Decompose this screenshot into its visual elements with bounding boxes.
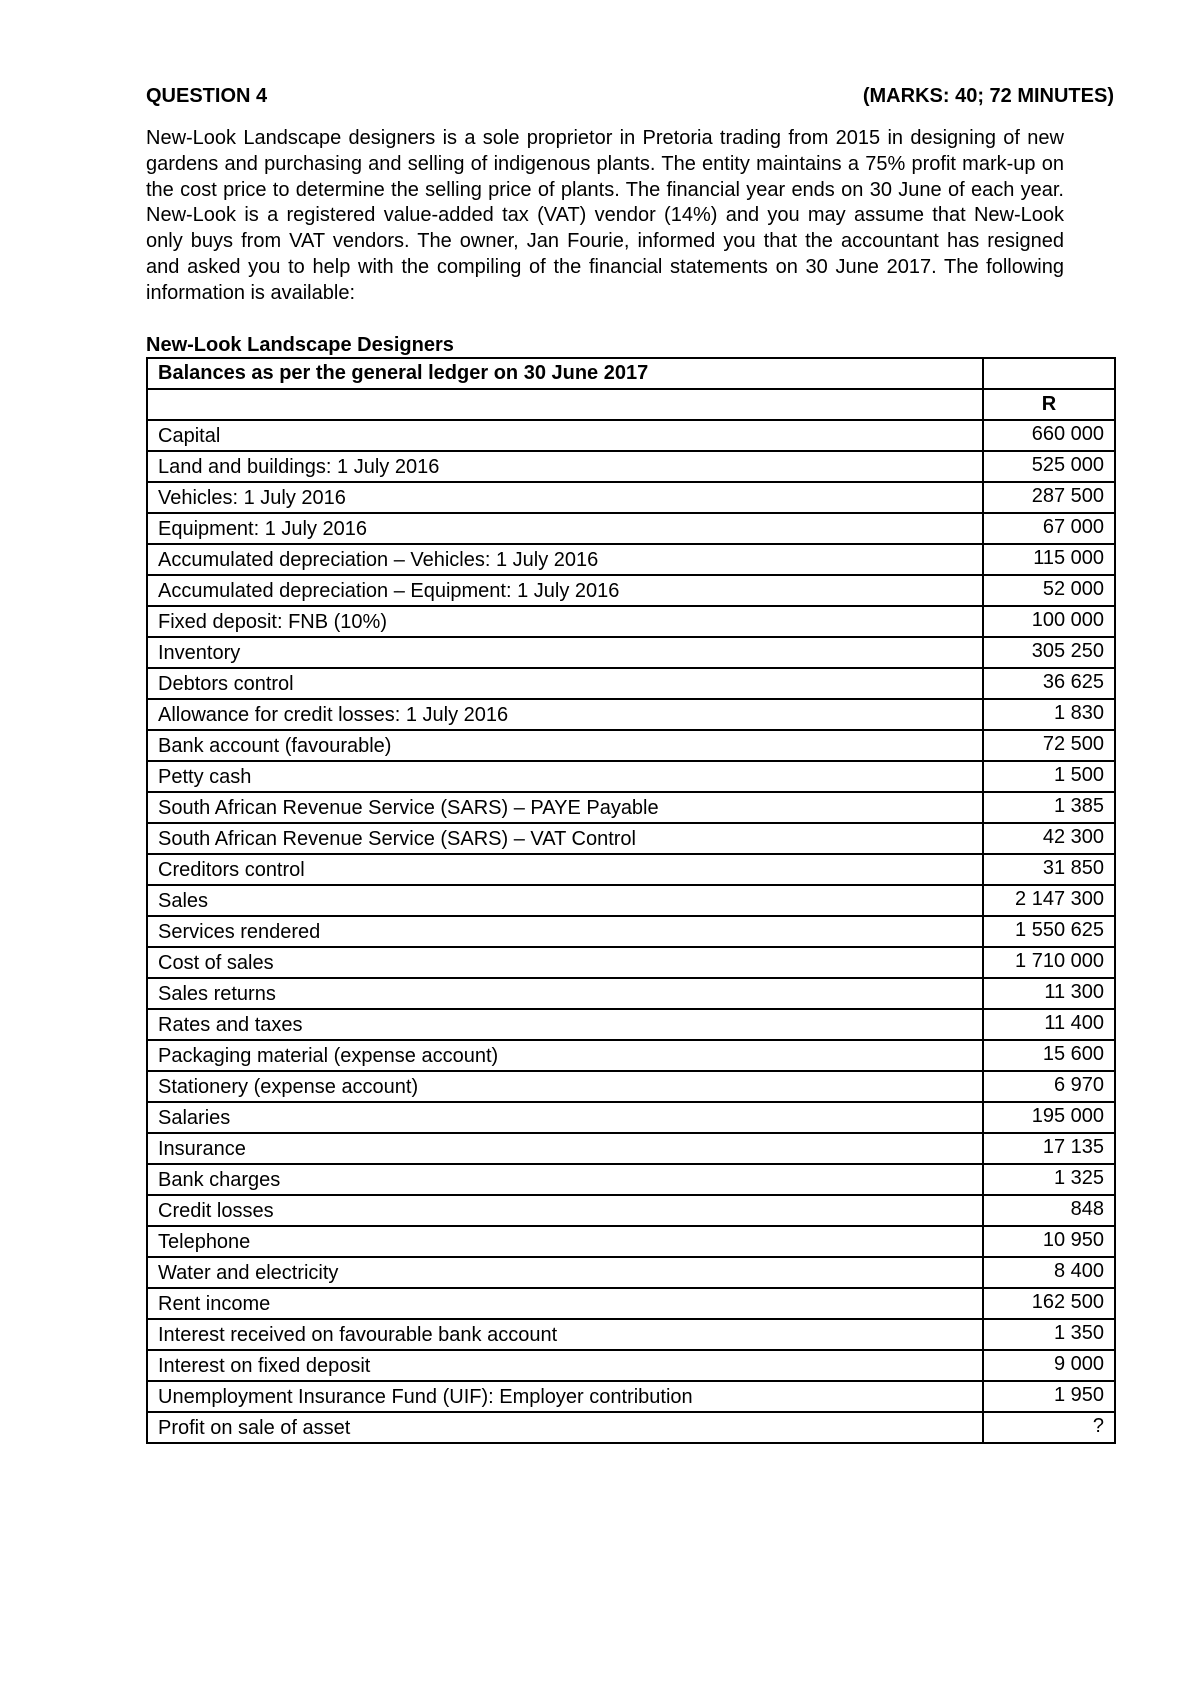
account-amount: 8 400 [983, 1257, 1115, 1288]
account-name: South African Revenue Service (SARS) – PAYE Payable [147, 792, 983, 823]
table-row [147, 730, 1115, 761]
table-row [147, 1102, 1115, 1133]
account-name: Land and buildings: 1 July 2016 [147, 451, 983, 482]
account-name: Bank charges [147, 1164, 983, 1195]
account-name: Vehicles: 1 July 2016 [147, 482, 983, 513]
account-name: Credit losses [147, 1195, 983, 1226]
table-row [147, 1071, 1115, 1102]
table-row [147, 1195, 1115, 1226]
table-row [147, 420, 1115, 451]
table-row [147, 761, 1115, 792]
table-row [147, 699, 1115, 730]
account-amount: 11 400 [983, 1009, 1115, 1040]
account-amount: 1 550 625 [983, 916, 1115, 947]
table-row [147, 1288, 1115, 1319]
account-name: Allowance for credit losses: 1 July 2016 [147, 699, 983, 730]
table-row [147, 513, 1115, 544]
account-amount: 287 500 [983, 482, 1115, 513]
table-row [147, 1040, 1115, 1071]
account-amount: 848 [983, 1195, 1115, 1226]
table-row [147, 482, 1115, 513]
table-row [147, 854, 1115, 885]
account-name: Bank account (favourable) [147, 730, 983, 761]
table-row [147, 916, 1115, 947]
table-heading-row [147, 358, 1115, 389]
account-name: Telephone [147, 1226, 983, 1257]
question-number: QUESTION 4 [146, 85, 268, 107]
account-amount: 31 850 [983, 854, 1115, 885]
question-marks: (MARKS: 40; 72 MINUTES) [862, 85, 1114, 107]
account-name: Rent income [147, 1288, 983, 1319]
account-amount: ? [983, 1412, 1115, 1443]
table-heading: Balances as per the general ledger on 30 June 2017 [147, 358, 983, 389]
account-amount: 52 000 [983, 575, 1115, 606]
intro-paragraph: New-Look Landscape designers is a sole proprietor in Pretoria trading from 2015 in designing of new gardens and purchasing and selling of indigenous plants. The entity maintains a 75% profit mark-up on the cost price to determine the selling price of plants. The financial year ends on 30 June of each year. New-Look is a registered value-added tax (VAT) vendor (14%) and you may assume that New-Look only buys from VAT vendors. The owner, Jan Fourie, informed you that the accountant has resigned and asked you to help with the compiling of the financial statements on 30 June 2017. The following information is available: [146, 127, 1064, 304]
account-name: Insurance [147, 1133, 983, 1164]
table-row [147, 668, 1115, 699]
account-amount: 6 970 [983, 1071, 1115, 1102]
account-amount: 2 147 300 [983, 885, 1115, 916]
table-title: New-Look Landscape Designers [146, 333, 454, 356]
table-row [147, 1133, 1115, 1164]
account-amount: 162 500 [983, 1288, 1115, 1319]
account-name: Cost of sales [147, 947, 983, 978]
table-heading-blank [983, 358, 1115, 389]
account-name: Debtors control [147, 668, 983, 699]
table-unit-row [147, 389, 1115, 420]
table-row [147, 1412, 1115, 1443]
account-amount: 15 600 [983, 1040, 1115, 1071]
table-row [147, 575, 1115, 606]
account-name: Profit on sale of asset [147, 1412, 983, 1443]
account-amount: 1 830 [983, 699, 1115, 730]
table-row [147, 606, 1115, 637]
table-unit-label: R [983, 389, 1115, 420]
account-amount: 525 000 [983, 451, 1115, 482]
table-row [147, 1164, 1115, 1195]
table-row [147, 885, 1115, 916]
account-amount: 17 135 [983, 1133, 1115, 1164]
account-name: Rates and taxes [147, 1009, 983, 1040]
table-row [147, 544, 1115, 575]
account-amount: 1 325 [983, 1164, 1115, 1195]
account-name: Inventory [147, 637, 983, 668]
account-name: Unemployment Insurance Fund (UIF): Employer contribution [147, 1381, 983, 1412]
document-page [146, 84, 1114, 1444]
table-row [147, 823, 1115, 854]
account-name: Stationery (expense account) [147, 1071, 983, 1102]
account-amount: 660 000 [983, 420, 1115, 451]
account-name: Accumulated depreciation – Equipment: 1 July 2016 [147, 575, 983, 606]
question-header [146, 84, 1114, 114]
ledger-balances-table [146, 357, 1116, 1444]
account-amount: 72 500 [983, 730, 1115, 761]
account-amount: 1 710 000 [983, 947, 1115, 978]
account-amount: 11 300 [983, 978, 1115, 1009]
account-amount: 1 950 [983, 1381, 1115, 1412]
account-name: Water and electricity [147, 1257, 983, 1288]
account-name: Services rendered [147, 916, 983, 947]
table-row [147, 637, 1115, 668]
table-row [147, 1009, 1115, 1040]
table-row [147, 1350, 1115, 1381]
account-name: Sales [147, 885, 983, 916]
table-unit-blank [147, 389, 983, 420]
table-row [147, 1319, 1115, 1350]
account-amount: 1 385 [983, 792, 1115, 823]
account-name: Accumulated depreciation – Vehicles: 1 July 2016 [147, 544, 983, 575]
account-name: Equipment: 1 July 2016 [147, 513, 983, 544]
table-row [147, 1257, 1115, 1288]
account-amount: 1 350 [983, 1319, 1115, 1350]
account-name: Salaries [147, 1102, 983, 1133]
account-amount: 100 000 [983, 606, 1115, 637]
account-amount: 1 500 [983, 761, 1115, 792]
table-row [147, 978, 1115, 1009]
account-amount: 195 000 [983, 1102, 1115, 1133]
table-row [147, 1381, 1115, 1412]
account-name: Sales returns [147, 978, 983, 1009]
account-name: Packaging material (expense account) [147, 1040, 983, 1071]
account-amount: 305 250 [983, 637, 1115, 668]
account-name: Creditors control [147, 854, 983, 885]
account-amount: 42 300 [983, 823, 1115, 854]
account-name: Interest on fixed deposit [147, 1350, 983, 1381]
account-amount: 10 950 [983, 1226, 1115, 1257]
ledger-table-body [147, 358, 1115, 1443]
account-amount: 67 000 [983, 513, 1115, 544]
account-name: Interest received on favourable bank account [147, 1319, 983, 1350]
account-name: South African Revenue Service (SARS) – VAT Control [147, 823, 983, 854]
table-row [147, 451, 1115, 482]
table-row [147, 947, 1115, 978]
account-amount: 115 000 [983, 544, 1115, 575]
account-name: Capital [147, 420, 983, 451]
account-name: Fixed deposit: FNB (10%) [147, 606, 983, 637]
table-row [147, 1226, 1115, 1257]
table-row [147, 792, 1115, 823]
account-amount: 36 625 [983, 668, 1115, 699]
account-name: Petty cash [147, 761, 983, 792]
account-amount: 9 000 [983, 1350, 1115, 1381]
